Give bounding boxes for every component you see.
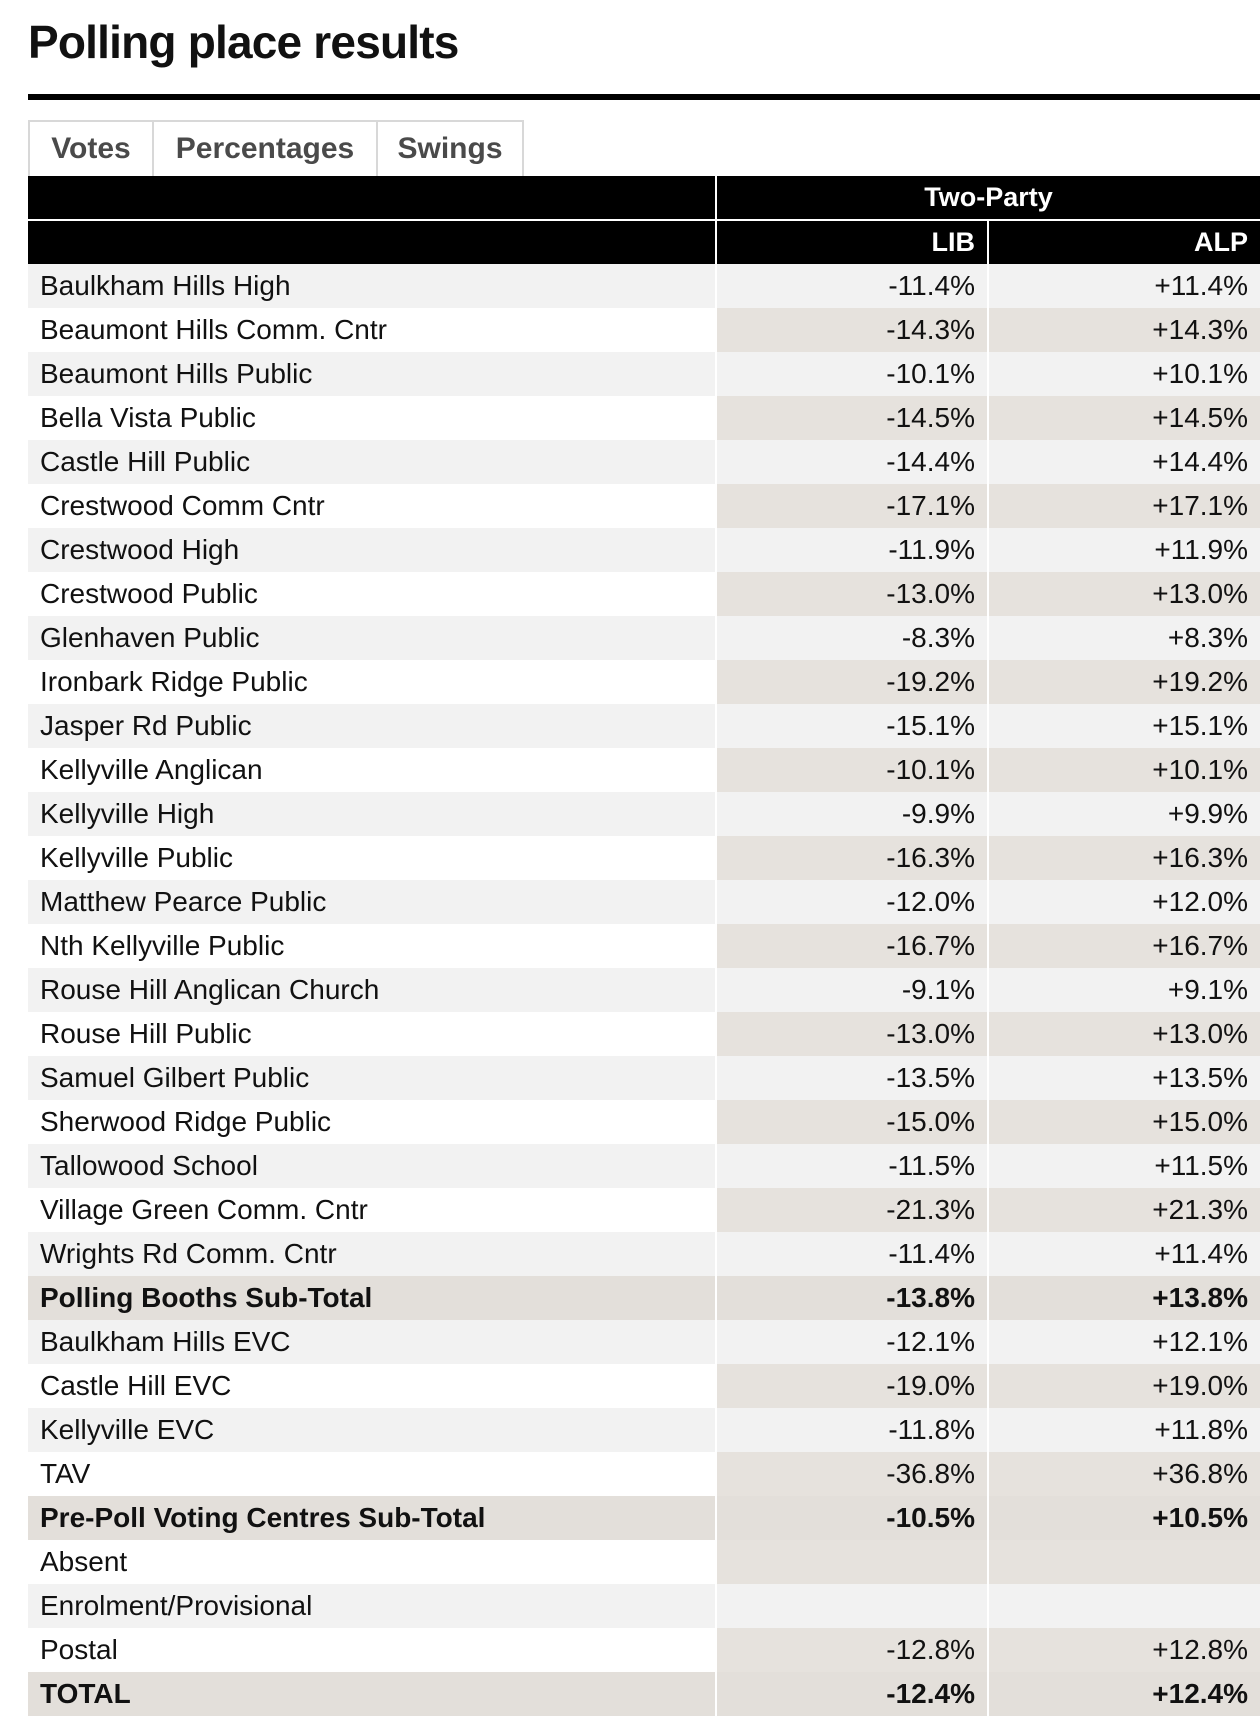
polling-place-name: Crestwood Public: [28, 572, 716, 616]
alp-value: +10.1%: [988, 748, 1260, 792]
alp-value: +13.0%: [988, 572, 1260, 616]
alp-value: +14.3%: [988, 308, 1260, 352]
table-row: [28, 968, 1260, 1012]
polling-place-name: Postal: [28, 1628, 716, 1672]
header-alp[interactable]: ALP: [988, 220, 1260, 264]
polling-place-name: Pre-Poll Voting Centres Sub-Total: [28, 1496, 716, 1540]
lib-value: -36.8%: [716, 1452, 988, 1496]
polling-place-name: Bella Vista Public: [28, 396, 716, 440]
alp-value: +11.5%: [988, 1144, 1260, 1188]
table-row: [28, 440, 1260, 484]
polling-place-name: Kellyville EVC: [28, 1408, 716, 1452]
lib-value: -12.4%: [716, 1672, 988, 1716]
alp-value: +21.3%: [988, 1188, 1260, 1232]
alp-value: [988, 1584, 1260, 1628]
polling-place-name: Glenhaven Public: [28, 616, 716, 660]
table-row: [28, 1232, 1260, 1276]
table-row: [28, 1144, 1260, 1188]
lib-value: -13.0%: [716, 572, 988, 616]
polling-place-name: Ironbark Ridge Public: [28, 660, 716, 704]
polling-place-name: Wrights Rd Comm. Cntr: [28, 1232, 716, 1276]
lib-value: -14.4%: [716, 440, 988, 484]
table-row: [28, 1012, 1260, 1056]
polling-place-name: Village Green Comm. Cntr: [28, 1188, 716, 1232]
polling-place-name: Samuel Gilbert Public: [28, 1056, 716, 1100]
polling-place-name: Kellyville Public: [28, 836, 716, 880]
alp-value: +13.5%: [988, 1056, 1260, 1100]
header-lib[interactable]: LIB: [716, 220, 988, 264]
alp-value: [988, 1540, 1260, 1584]
lib-value: -10.1%: [716, 352, 988, 396]
table-body: [28, 264, 1260, 1716]
table-row: [28, 264, 1260, 308]
polling-place-name: Baulkham Hills High: [28, 264, 716, 308]
alp-value: +12.0%: [988, 880, 1260, 924]
lib-value: -19.2%: [716, 660, 988, 704]
alp-value: +9.1%: [988, 968, 1260, 1012]
table-row: [28, 1100, 1260, 1144]
polling-place-name: Kellyville Anglican: [28, 748, 716, 792]
alp-value: +10.1%: [988, 352, 1260, 396]
polling-place-name: Nth Kellyville Public: [28, 924, 716, 968]
lib-value: -12.0%: [716, 880, 988, 924]
table-row: [28, 792, 1260, 836]
table-row: [28, 396, 1260, 440]
lib-value: -16.7%: [716, 924, 988, 968]
polling-place-name: Castle Hill Public: [28, 440, 716, 484]
lib-value: -11.8%: [716, 1408, 988, 1452]
lib-value: -19.0%: [716, 1364, 988, 1408]
table-row: [28, 308, 1260, 352]
alp-value: +14.5%: [988, 396, 1260, 440]
polling-place-name: Polling Booths Sub-Total: [28, 1276, 716, 1320]
polling-place-name: Absent: [28, 1540, 716, 1584]
lib-value: -13.5%: [716, 1056, 988, 1100]
results-panel: [28, 0, 1260, 1716]
polling-place-name: Beaumont Hills Comm. Cntr: [28, 308, 716, 352]
alp-value: +11.8%: [988, 1408, 1260, 1452]
table-row: [28, 1056, 1260, 1100]
polling-place-name: Castle Hill EVC: [28, 1364, 716, 1408]
subtotal-row: [28, 1276, 1260, 1320]
lib-value: -11.4%: [716, 1232, 988, 1276]
polling-place-name: Rouse Hill Anglican Church: [28, 968, 716, 1012]
alp-value: +16.3%: [988, 836, 1260, 880]
table-row: [28, 704, 1260, 748]
table-row: [28, 924, 1260, 968]
lib-value: -11.5%: [716, 1144, 988, 1188]
table-row: [28, 616, 1260, 660]
lib-value: -10.5%: [716, 1496, 988, 1540]
lib-value: [716, 1584, 988, 1628]
alp-value: +19.2%: [988, 660, 1260, 704]
alp-value: +36.8%: [988, 1452, 1260, 1496]
polling-place-name: Matthew Pearce Public: [28, 880, 716, 924]
view-tabs: [28, 120, 1260, 176]
table-row: [28, 836, 1260, 880]
polling-place-name: Kellyville High: [28, 792, 716, 836]
alp-value: +12.8%: [988, 1628, 1260, 1672]
alp-value: +11.4%: [988, 1232, 1260, 1276]
lib-value: -14.3%: [716, 308, 988, 352]
lib-value: -11.4%: [716, 264, 988, 308]
alp-value: +12.1%: [988, 1320, 1260, 1364]
lib-value: -21.3%: [716, 1188, 988, 1232]
alp-value: +10.5%: [988, 1496, 1260, 1540]
table-row: [28, 572, 1260, 616]
lib-value: -16.3%: [716, 836, 988, 880]
table-row: [28, 352, 1260, 396]
page-title: Polling place results: [28, 16, 459, 68]
header-polling-place: [28, 220, 716, 264]
lib-value: -8.3%: [716, 616, 988, 660]
table-row: [28, 484, 1260, 528]
table-row: [28, 748, 1260, 792]
alp-value: +15.0%: [988, 1100, 1260, 1144]
polling-place-name: Crestwood Comm Cntr: [28, 484, 716, 528]
table-row: [28, 1364, 1260, 1408]
alp-value: +15.1%: [988, 704, 1260, 748]
alp-value: +14.4%: [988, 440, 1260, 484]
polling-place-name: Beaumont Hills Public: [28, 352, 716, 396]
polling-place-name: Sherwood Ridge Public: [28, 1100, 716, 1144]
title-divider: [28, 94, 1260, 100]
polling-place-name: TOTAL: [28, 1672, 716, 1716]
table-row: [28, 1452, 1260, 1496]
alp-value: +19.0%: [988, 1364, 1260, 1408]
alp-value: +11.9%: [988, 528, 1260, 572]
alp-value: +16.7%: [988, 924, 1260, 968]
table-row: [28, 1408, 1260, 1452]
table-row: [28, 1320, 1260, 1364]
lib-value: -14.5%: [716, 396, 988, 440]
table-row: [28, 528, 1260, 572]
results-table: [28, 176, 1260, 1716]
alp-value: +9.9%: [988, 792, 1260, 836]
alp-value: +8.3%: [988, 616, 1260, 660]
lib-value: -17.1%: [716, 484, 988, 528]
tab-percentages[interactable]: Percentages: [154, 120, 378, 176]
header-two-party: Two-Party: [716, 176, 1260, 220]
table-row: [28, 1584, 1260, 1628]
table-row: [28, 1540, 1260, 1584]
table-row: [28, 1628, 1260, 1672]
lib-value: -13.8%: [716, 1276, 988, 1320]
lib-value: -9.1%: [716, 968, 988, 1012]
header-blank: [28, 176, 716, 220]
lib-value: -10.1%: [716, 748, 988, 792]
polling-place-name: Baulkham Hills EVC: [28, 1320, 716, 1364]
polling-place-name: Jasper Rd Public: [28, 704, 716, 748]
table-row: [28, 880, 1260, 924]
polling-place-name: Crestwood High: [28, 528, 716, 572]
tab-votes[interactable]: Votes: [28, 120, 154, 176]
tab-swings[interactable]: Swings: [378, 120, 524, 176]
polling-place-name: Rouse Hill Public: [28, 1012, 716, 1056]
lib-value: -9.9%: [716, 792, 988, 836]
subtotal-row: [28, 1496, 1260, 1540]
alp-value: +11.4%: [988, 264, 1260, 308]
alp-value: +17.1%: [988, 484, 1260, 528]
alp-value: +13.8%: [988, 1276, 1260, 1320]
table-row: [28, 660, 1260, 704]
lib-value: -12.8%: [716, 1628, 988, 1672]
lib-value: -15.1%: [716, 704, 988, 748]
lib-value: -12.1%: [716, 1320, 988, 1364]
lib-value: [716, 1540, 988, 1584]
lib-value: -11.9%: [716, 528, 988, 572]
table-row: [28, 1188, 1260, 1232]
polling-place-name: Tallowood School: [28, 1144, 716, 1188]
alp-value: +12.4%: [988, 1672, 1260, 1716]
lib-value: -15.0%: [716, 1100, 988, 1144]
polling-place-name: TAV: [28, 1452, 716, 1496]
polling-place-name: Enrolment/Provisional: [28, 1584, 716, 1628]
alp-value: +13.0%: [988, 1012, 1260, 1056]
lib-value: -13.0%: [716, 1012, 988, 1056]
subtotal-row: [28, 1672, 1260, 1716]
